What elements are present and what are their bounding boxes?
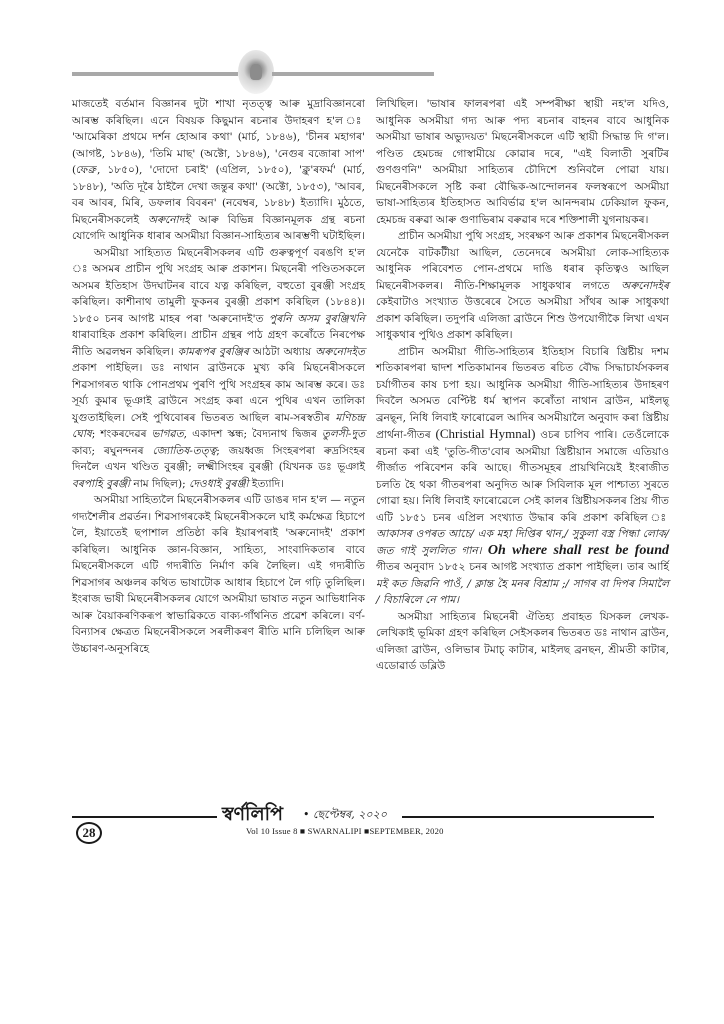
- text: ; জয়ধ্বজ সিংহৰপৰা ৰুদ্ৰসিংহৰ দিনলৈ এখন খণ্ডিত বুৰঞ্জী; লক্ষ্মীসিংহৰ বুৰঞ্জী (যিখনক ডঃ ভূঞাই: [72, 444, 365, 473]
- text: প্ৰকাশ পাইছিল। ডঃ নাথান ব্ৰাউনকে মুখ্য কৰি মিছনেৰীসকলে শিৱসাগৰত থাকি পোনপ্ৰথম পুৰণি পুথি সংগ্ৰহৰ কাম আৰম্ভ কৰে। ডঃ সূৰ্য্য কুমাৰ ভূঞাই ব্ৰাউনে সংগ্ৰহ কৰা এনে পুথিৰ এখন তালিকা যুগুতাইছিল। সেই পুথিবোৰৰ ভিতৰত আছিল ৰাম-সৰস্বতীৰ: [72, 362, 365, 424]
- header-emblem: [238, 50, 274, 94]
- italic-text: দেওধাই বুৰঞ্জী: [189, 477, 249, 490]
- paragraph: অসমীয়া সাহিত্যলৈ মিছনেৰীসকলৰ এটি ডাঙৰ দান হ'ল — নতুন গদ্যশৈলীৰ প্ৰৱৰ্তন। শিৱসাগৰকেই মিছনেৰীসকলে ঘাই কৰ্মক্ষেত্ৰ হিচাপে লৈ, ইয়াতেই ছপাশাল প্ৰতিষ্ঠা কৰি ইয়াৰপৰাই 'অৰুনোদই' প্ৰকাশ কৰিছিল। আধুনিক জ্ঞান-বিজ্ঞান, সাহিত্য, সাংবাদিকতাৰ বাবে মিছনেৰীসকলে এটি গদ্যৰীতি নিৰ্মাণ কৰি লৈছিল। এই গদ্যৰীতি শিৱসাগৰ অঞ্চলৰ কথিত ভাষাটোক আধাৰ হিচাপে লৈ গঢ়ি তুলিছিল। ইংৰাজ ভাষী মিছনেৰীসকলৰ যোগে অসমীয়া ভাষাত নতুন আভিধানিক আৰু বৈয়াকৰণিকৰূপ স্বাভাৱিকতে বাক্য-গাঁথনিত প্ৰৱেশ কৰিলে। বৰ্ণ-বিন্যাসৰ ক্ষেত্ৰত মিছনেৰীসকলে সৰলীকৰণ ৰীতি মানি চলিছিল আৰু উচ্চাৰণ-অনুসৰিহে: [72, 494, 365, 655]
- text: ওচৰ চাপিব পাৰি। তেওঁলোকে ৰচনা কৰা এই 'তুতি-গীত'বোৰ অসমীয়া খ্ৰিষ্টীয়ান সমাজে এতিয়াও গীৰ্জাত পৰিবেশন কৰি আছে। গীতসমূহৰ প্ৰায়খিনিয়েই ইংৰাজীত চলতি হৈ থকা গীতৰপৰা অনুদিত আৰু সিবিলাক মূল পাশ্চাত্য সুৰতে গোৱা হয়। নিধি লিবাই ফাৰোৱেলে সেই কালৰ খ্ৰিষ্টীয়সকলৰ প্ৰিয় গীত এটি ১৮৫১ চনৰ এপ্ৰিল সংখ্যাত উদ্ধাৰ কৰি প্ৰকাশ কৰিছিল ঃ: [376, 429, 669, 524]
- italic-text: অৰুনোদইত: [315, 345, 365, 358]
- brand-name: স্বৰ্ণলিপি: [222, 803, 283, 825]
- text: আৰু বিভিন্ন বিজ্ঞানমূলক গ্ৰন্থ ৰচনা যোগেদি আধুনিক ধাৰাৰ অসমীয়া বিজ্ঞান-সাহিত্যৰ আৰম্ভণী ঘটাইছিল।: [72, 213, 365, 242]
- text: , একাদশ স্কন্ধ; বৈদ্যনাথ দ্বিজৰ: [183, 428, 323, 440]
- issue-line: Vol 10 Issue 8 ■ SWARNALIPI ■SEPTEMBER, 2020: [246, 826, 444, 836]
- paragraph: [72, 245, 365, 493]
- italic-text: বৰপাহি বুৰঞ্জী: [72, 477, 131, 490]
- footer-date: [303, 806, 387, 825]
- footer-rule-right: [402, 816, 654, 818]
- paragraph: অসমীয়া সাহিত্যৰ মিছনেৰী ঐতিহ্য প্ৰবাহত যিসকল লেখক-লেখিকাই ভূমিকা গ্ৰহণ কৰিছিল সেইসকলৰ ভিতৰত ডঃ নাথান ব্ৰাউন, এলিজা ব্ৰাউন, ওলিভাৰ টমাচ্ কাটাৰ, মাইলছ ব্ৰনছন, শ্ৰীমতী কাটাৰ, এডোৱাৰ্ড ডব্লিউ: [376, 610, 669, 672]
- date-assamese: ছেপ্টেম্বৰ, ২০২০: [313, 808, 387, 821]
- text: অসমীয়া সাহিত্যত মিছনেৰীসকলৰ এটি গুৰুত্বপূৰ্ণ বৰঙণি হ'ল ঃ অসমৰ প্ৰাচীন পুথি সংগ্ৰহ আৰু প্ৰকাশন। মিছনেৰী পণ্ডিতসকলে অসমৰ ইতিহাস উদঘাটনৰ বাবে যত্ন কৰিছিল, বহুতো বুৰঞ্জী সংগ্ৰহ কৰিছিল। কাশীনাথ তামুলী ফুকনৰ বুৰঞ্জী প্ৰকাশ কৰিছিল (১৮৪৪)। ১৮৫০ চনৰ আগষ্ট মাহৰ পৰা 'অৰুনোদই'ত: [72, 246, 365, 325]
- italic-text: অৰুনোদই: [147, 213, 190, 226]
- italic-text: মণিচন্দ্ৰ ঘোষ: [72, 411, 365, 440]
- separator: •: [303, 808, 310, 821]
- footer-rule-left: [72, 816, 217, 818]
- text: কাব্য; ৰঘুনন্দনৰ: [72, 444, 153, 457]
- italic-text: মই কত জিৱনি পাওঁ, / ক্লান্ত হৈ মনৰ বিশ্ৰাম ;/ সাগৰ বা দিপৰ সিমালৈ / বিচাৰিলে নে পাম।: [376, 577, 669, 606]
- english-text: Oh where shall rest be found: [481, 542, 669, 558]
- english-text: (Christial Hymnal): [435, 426, 536, 441]
- paragraph: [376, 344, 669, 609]
- header-rule-right: [272, 72, 434, 76]
- text: গীতৰ অনুবাদ ১৮৫২ চনৰ আগষ্ট সংখ্যাত প্ৰকাশ পাইছিল। তাৰ আৰ্হি: [376, 561, 669, 573]
- text: ধাৰাবাহিক প্ৰকাশ কৰিছিল। প্ৰাচীন গ্ৰন্থৰ পাঠ গ্ৰহণ কৰোঁতে নিৰপেক্ষ নীতি অৱলম্বন কৰিছিল।: [72, 329, 365, 358]
- italic-text: ভাগৱত: [151, 428, 184, 440]
- right-column: [376, 96, 669, 675]
- italic-text: পুৰনি অসম বুৰঞ্জিখনি: [269, 312, 365, 325]
- text: প্ৰাচীন অসমীয়া পুথি সংগ্ৰহ, সংৰক্ষণ আৰু প্ৰকাশৰ মিছনেৰীসকল যেনেকৈ বাটকটীয়া আছিল, তেনেদৰে অসমীয়া লোক-সাহিত্যক আধুনিক পৰিবেশত পোন-প্ৰথমে দাঙি ধৰাৰ কৃতিত্বও আছিল মিছনেৰীসকলৰ। নীতি-শিক্ষামূলক সাধুকথাৰ লগতে: [376, 230, 669, 292]
- left-column: [72, 96, 365, 657]
- page-number: 28: [76, 822, 102, 844]
- paragraph: লিখিছিল। 'ভাষাৰ ফালৰপৰা এই সম্পৰীক্ষা স্থায়ী নহ'ল যদিও, আধুনিক অসমীয়া গদ্য আৰু পদ্য ৰচনাৰ বাহনৰ বাবে আধুনিক অসমীয়া ভাষাৰ অভ্যুদয়ত' মিছনেৰীসকলে এটি স্থায়ী সিদ্ধান্ত দি গ'ল। পণ্ডিত হেমচন্দ্ৰ গোস্বামীয়ে কোৱাৰ দৰে, "এই বিলাতী সুৰটিৰ গুণগুণনি" অসমীয়া সাহিত্যৰ চৌদিশে শুনিবলৈ পোৱা যায়। মিছনেৰীসকলে সৃষ্টি কৰা বৌদ্ধিক-আন্দোলনৰ ফলস্বৰূপে অসমীয়া ভাষা-সাহিত্যৰ ইতিহাসত আবিৰ্ভাৱ হ'ল আনন্দৰাম ঢেকিয়াল ফুকন, হেমচন্দ্ৰ বৰুৱা আৰু গুণাভিৰাম বৰুৱাৰ দৰে শক্তিশালী যুগনায়কৰ।: [376, 98, 669, 226]
- italic-text: আকাসৰ ওপৰত আচে/ এক মহা দিপ্তিৰ থান,/ সুকুলা বস্ত্ৰ পিন্ধা লোক/ জত গাই সুললিত গান।: [376, 528, 669, 557]
- text: প্ৰাচীন অসমীয়া গীতি-সাহিত্যৰ ইতিহাস বিচাৰি খ্ৰিষ্টীয় দশম শতিকাৰপৰা দ্বাদশ শতিকামানৰ ভিতৰত ৰচিত বৌদ্ধ সিদ্ধাচাৰ্যসকলৰ চৰ্যাগীতৰ কাষ চপা হয়। আধুনিক অসমীয়া গীতি-সাহিত্যৰ উদাহৰণ দিবলৈ অসমত বেপ্টিষ্ট ধৰ্ম স্থাপন কৰোঁতা নাথান ব্ৰাউন, মাইলছ্ ব্ৰনছ্ন, নিধি লিবাই ফাৰোৱেল আদিৰ অসমীয়ালৈ অনুবাদ কৰা খ্ৰিষ্টীয় প্ৰাৰ্থনা-গীতৰ: [376, 345, 669, 441]
- text: ইত্যাদি।: [248, 477, 284, 490]
- text: কেইবাটাও সংখ্যাত উত্তৰেৰে সৈতে অসমীয়া সাঁথৰ আৰু সাধুকথা প্ৰকাশ কৰিছিল। তদুপৰি এলিজা ব্ৰাউনে শিশু উপযোগীকৈ লিখা এখন সাধুকথাৰ পুথিও প্ৰকাশ কৰিছিল।: [376, 296, 669, 341]
- meditating-figure-emblem-icon: [250, 64, 262, 80]
- italic-text: তুলসী-দুত: [322, 428, 366, 440]
- text: আঠটা অধ্যায়: [248, 345, 316, 358]
- text: নাম দিছিল);: [130, 477, 190, 490]
- italic-text: জ্যোতিষ-তত্ত্ব: [152, 444, 217, 457]
- italic-text: কামৰূপৰ বুৰঞ্জিৰ: [177, 345, 249, 358]
- paragraph: [376, 228, 669, 344]
- text: ; শংকৰদেৱৰ: [91, 428, 152, 440]
- header-rule-left: [72, 72, 238, 76]
- italic-text: অৰুনোদইৰ: [621, 279, 669, 292]
- text: মাজতেই বৰ্তমান বিজ্ঞানৰ দুটা শাখা নৃতত্ত্ব আৰু মুদ্ৰাবিজ্ঞানৰো আৰম্ভ কৰিছিল। এনে বিষয়ক কিছুমান ৰচনাৰ উদাহৰণ হ'ল ঃ 'আমেৰিকা প্ৰথমে দৰ্শন হোআৰ কথা' (মাৰ্চ, ১৮৪৬), 'চীনৰ মহাগৰ' (আগষ্ট, ১৮৪৬), 'তিমি মাছ' (অক্টো, ১৮৪৬), 'নেগুৰ বজোৰা সাপ' (ফেব্ৰু, ১৮৫০), 'দোদো চৰাই' (এপ্ৰিল, ১৮৫০), 'ক্লু'ৰফৰ্ম' (মাৰ্চ, ১৮৪৮), 'অতি দূৰৈ ঠাইলৈ দেখা জন্তুৰ কথা' (অক্টো, ১৮৫৩), 'আবৰ, বৰ আবৰ, মিৰি, ডফলাৰ বিবৰন' (নবেম্বৰ, ১৮৪৮) ইত্যাদি। মুঠতে, মিছনেৰীসকলেই: [72, 98, 365, 226]
- paragraph: [72, 96, 365, 245]
